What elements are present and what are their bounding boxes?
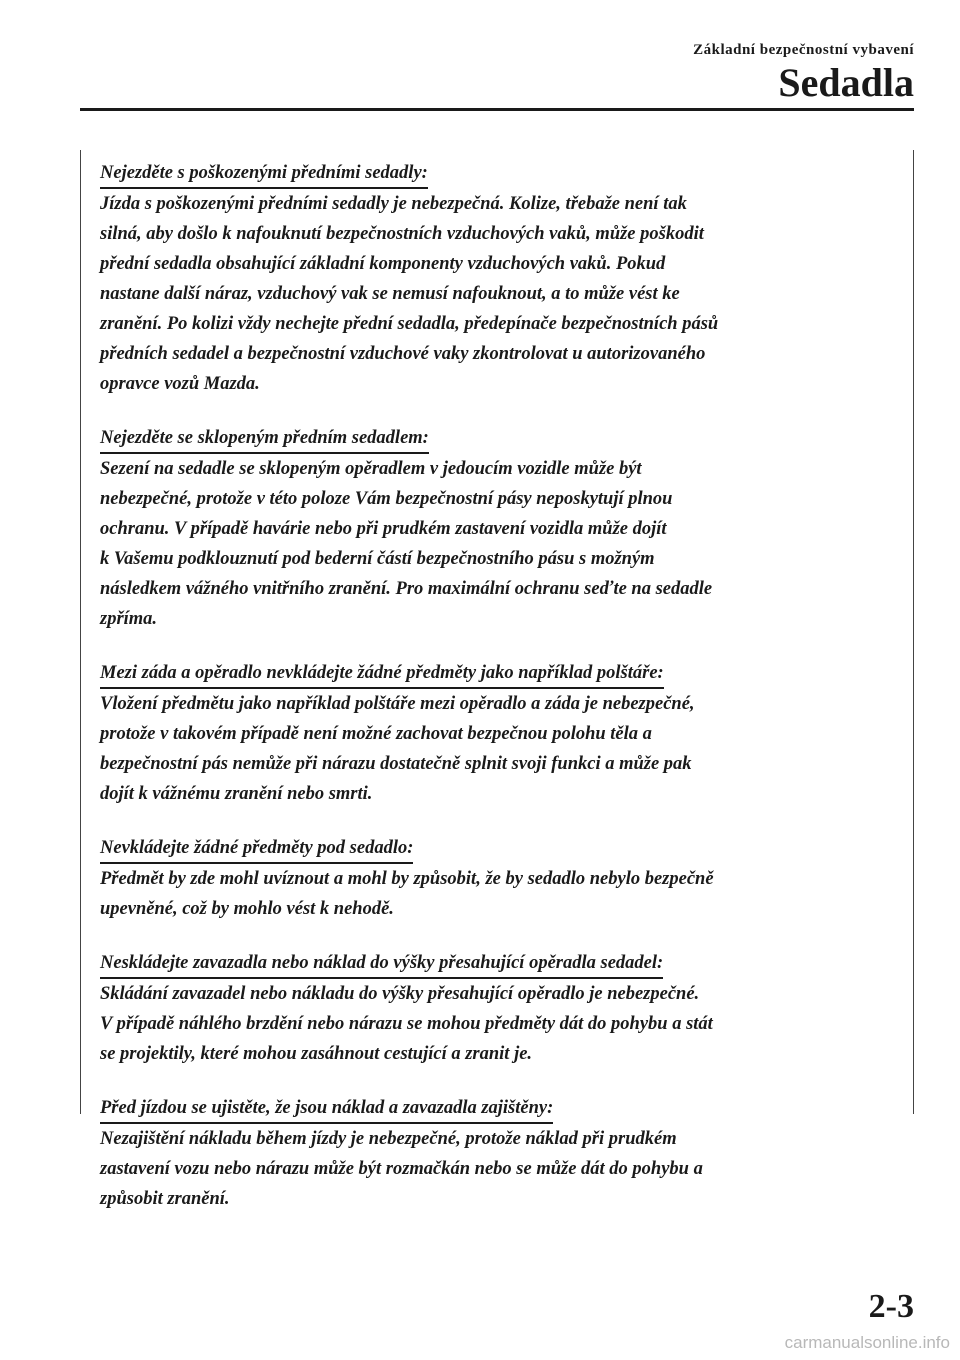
warning-block	[100, 158, 910, 399]
warning-block	[100, 948, 910, 1069]
warning-heading: Neskládejte zavazadla nebo náklad do výšky přesahující opěradla sedadel:	[100, 949, 663, 979]
warning-heading: Před jízdou se ujistěte, že jsou náklad a zavazadla zajištěny:	[100, 1094, 553, 1124]
warning-block	[100, 423, 910, 634]
warning-body: Nezajištění nákladu během jízdy je nebezpečné, protože náklad při prudkém zastavení vozu nebo nárazu může být rozmačkán nebo se může dát do pohybu a způsobit zranění.	[100, 1129, 703, 1209]
page-title: Sedadla	[778, 60, 914, 105]
warning-body: Jízda s poškozenými předními sedadly je nebezpečná. Kolize, třebaže není tak silná, aby došlo k nafouknutí bezpečnostních vzduchových vaků, může poškodit přední sedadla obsahující základní komponenty vzduchových vaků. Pokud nastane další náraz, vzduchový vak se nemusí nafouknout, a to může vést ke zranění. Po kolizi vždy nechejte přední sedadla, předepínače bezpečnostních pásů předních sedadel a bezpečnostní vzduchové vaky zkontrolovat u autorizovaného opravce vozů Mazda.	[100, 194, 719, 394]
warning-heading: Mezi záda a opěradlo nevkládejte žádné předměty jako například polštáře:	[100, 659, 664, 689]
warning-heading: Nejezděte s poškozenými předními sedadly:	[100, 159, 428, 189]
warning-body: Vložení předmětu jako například polštáře mezi opěradlo a záda je nebezpečné, protože v takovém případě není možné zachovat bezpečnou polohu těla a bezpečnostní pás nemůže při nárazu dostatečně splnit svoji funkci a může pak dojít k vážnému zranění nebo smrti.	[100, 694, 695, 804]
section-title: Základní bezpečnostní vybavení	[693, 42, 914, 58]
watermark: carmanualsonline.info	[784, 1333, 950, 1352]
warning-body: Skládání zavazadel nebo nákladu do výšky přesahující opěradlo je nebezpečné. V případě náhlého brzdění nebo nárazu se mohou předměty dát do pohybu a stát se projektily, které mohou zasáhnout cestující a zranit je.	[100, 984, 713, 1064]
warning-body: Předmět by zde mohl uvíznout a mohl by způsobit, že by sedadlo nebylo bezpečně upevněné, což by mohlo vést k nehodě.	[100, 869, 714, 919]
warning-block	[100, 1093, 910, 1214]
warning-content	[100, 158, 910, 1238]
page-number: 2-3	[868, 1288, 914, 1325]
warning-body: Sezení na sedadle se sklopeným opěradlem v jedoucím vozidle může být nebezpečné, protože v této poloze Vám bezpečnostní pásy neposkytují plnou ochranu. V případě havárie nebo při prudkém zastavení vozidla může dojít k Vašemu podklouznutí pod bederní částí bezpečnostního pásu s možným následkem vážného vnitřního zranění. Pro maximální ochranu seďte na sedadle zpříma.	[100, 459, 713, 629]
warning-block	[100, 658, 910, 809]
warning-block	[100, 833, 910, 924]
page-header	[693, 42, 914, 105]
warning-heading: Nevkládejte žádné předměty pod sedadlo:	[100, 834, 413, 864]
warning-heading: Nejezděte se sklopeným předním sedadlem:	[100, 424, 429, 454]
header-divider	[80, 108, 914, 111]
